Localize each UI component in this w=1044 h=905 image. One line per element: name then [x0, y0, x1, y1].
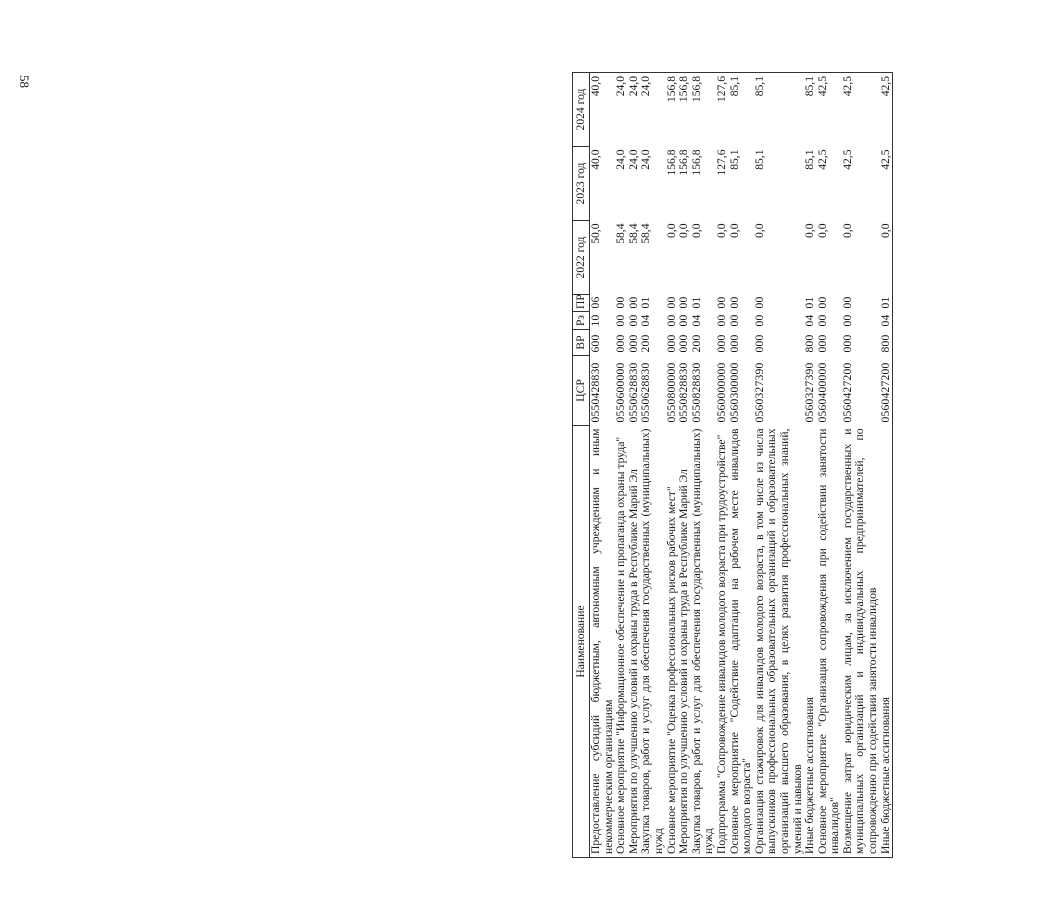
table-row	[615, 73, 628, 858]
row-2023: 42,5	[880, 147, 893, 221]
row-csr: 0550600000	[614, 362, 628, 423]
row-rz: 04	[639, 314, 653, 327]
row-2022: 0,0	[689, 223, 703, 238]
row-2022: 0,0	[840, 223, 854, 238]
table-row	[716, 73, 729, 858]
row-2024: 156,8	[666, 73, 679, 147]
row-name: Организация стажировок для инвалидов молодого возраста, в том числе из числа выпускников профессиональных образовательных организаций и образовательных организаций высшего образования, в целях развития профессиональных знаний, умений и навыков	[754, 426, 804, 858]
header-2023: 2023 год	[573, 147, 590, 221]
row-2022: 0,0	[727, 223, 741, 238]
row-2024: 24,0	[640, 73, 665, 147]
row-csr: 0550628830	[626, 362, 640, 423]
row-rz: 10	[589, 314, 602, 327]
row-2024: 85,1	[754, 73, 804, 147]
row-name: Иные бюджетные ассигнования	[804, 426, 817, 858]
budget-table	[572, 72, 893, 858]
row-vr: 000	[626, 334, 640, 353]
row-name: Возмещение затрат юридическим лицам, за исключением государственных и муниципальных организаций и индивидуальных предпринимателей, по сопровождению при содействии занятости инвалидов	[842, 426, 880, 858]
row-pr: 00	[727, 296, 741, 309]
row-2024: 127,6	[716, 73, 729, 147]
row-rz: 00	[752, 314, 766, 327]
row-pr: 00	[626, 296, 640, 309]
row-rz: 00	[714, 314, 728, 327]
row-pr: 06	[589, 296, 602, 309]
row-name: Предоставление субсидий бюджетным, автономным учреждениям и иным некоммерческим организациям	[590, 426, 616, 858]
row-2024: 42,5	[842, 73, 880, 147]
row-2024: 24,0	[628, 73, 641, 147]
header-rz: Рз	[573, 312, 590, 330]
row-2022: 0,0	[803, 223, 817, 238]
row-rz: 00	[677, 314, 691, 327]
row-2022: 58,4	[614, 223, 628, 244]
row-vr: 000	[840, 334, 854, 353]
row-pr: 00	[677, 296, 691, 309]
row-vr: 800	[880, 330, 893, 356]
row-vr: 800	[803, 334, 817, 353]
row-2024: 42,5	[817, 73, 842, 147]
row-2022: 0,0	[714, 223, 728, 238]
row-pr: 00	[752, 296, 766, 309]
row-rz: 00	[626, 314, 640, 327]
row-2024: 40,0	[590, 73, 616, 147]
row-name: Мероприятия по улучшению условий и охраны труда в Республике Марий Эл	[678, 426, 691, 858]
row-2023: 127,6	[714, 149, 728, 176]
header-pr: ПР	[573, 295, 590, 312]
row-2023: 24,0	[639, 149, 653, 170]
row-pr: 01	[639, 296, 653, 309]
row-csr: 0560427200	[840, 362, 854, 423]
row-csr: 0560327390	[752, 362, 766, 423]
row-2024: 156,8	[678, 73, 691, 147]
row-pr: 01	[880, 295, 893, 312]
table-row	[729, 73, 754, 858]
row-2023: 85,1	[803, 149, 817, 170]
row-pr: 00	[664, 296, 678, 309]
row-name: Мероприятия по улучшению условий и охраны труда в Республике Марий Эл	[628, 426, 641, 858]
row-csr: 0560300000	[727, 362, 741, 423]
table-row	[678, 73, 691, 858]
row-rz: 04	[689, 314, 703, 327]
row-vr: 200	[639, 334, 653, 353]
header-name: Наименование	[573, 426, 590, 858]
table-row	[880, 73, 893, 858]
row-rz: 04	[880, 312, 893, 330]
table-body	[590, 73, 893, 858]
table-row	[817, 73, 842, 858]
row-csr: 0550828830	[689, 362, 703, 423]
row-name: Основное мероприятие "Организация сопровождения при содействии занятости инвалидов"	[817, 426, 842, 858]
row-2023: 156,8	[664, 149, 678, 176]
row-csr: 0560427200	[880, 356, 893, 426]
table-row	[640, 73, 665, 858]
row-vr: 000	[727, 334, 741, 353]
row-2024: 85,1	[804, 73, 817, 147]
row-2023: 42,5	[815, 149, 829, 170]
row-name: Основное мероприятие "Оценка профессиональных рисков рабочих мест"	[666, 426, 679, 858]
row-2022: 58,4	[626, 223, 640, 244]
table-row	[691, 73, 716, 858]
row-rz: 04	[803, 314, 817, 327]
table-row	[842, 73, 880, 858]
rotated-page-content	[572, 72, 1044, 858]
row-2023: 85,1	[752, 149, 766, 170]
row-vr: 000	[677, 334, 691, 353]
header-vr: ВР	[573, 330, 590, 356]
row-2024: 24,0	[615, 73, 628, 147]
row-2023: 156,8	[689, 149, 703, 176]
row-2022: 0,0	[664, 223, 678, 238]
row-2023: 42,5	[840, 149, 854, 170]
row-pr: 00	[614, 296, 628, 309]
row-name: Закупка товаров, работ и услуг для обеспечения государственных (муниципальных) нужд	[691, 426, 716, 858]
row-rz: 00	[614, 314, 628, 327]
row-2022: 0,0	[752, 223, 766, 238]
row-vr: 000	[714, 334, 728, 353]
row-2022: 50,0	[589, 223, 602, 244]
row-vr: 000	[664, 334, 678, 353]
row-name: Закупка товаров, работ и услуг для обеспечения государственных (муниципальных) нужд	[640, 426, 665, 858]
row-pr: 00	[840, 296, 854, 309]
row-2022: 0,0	[880, 221, 893, 295]
row-name: Основное мероприятие "Информационное обеспечение и пропаганда охраны труда"	[615, 426, 628, 858]
table-row	[590, 73, 616, 858]
row-2022: 58,4	[639, 223, 653, 244]
row-name: Основное мероприятие "Содействие адаптации на рабочем месте инвалидов молодого возраста"	[729, 426, 754, 858]
row-rz: 00	[815, 314, 829, 327]
row-2024: 156,8	[691, 73, 716, 147]
row-vr: 200	[689, 334, 703, 353]
row-vr: 000	[815, 334, 829, 353]
row-csr: 0560327390	[803, 362, 817, 423]
row-pr: 00	[714, 296, 728, 309]
row-2024: 42,5	[880, 73, 893, 147]
row-rz: 00	[664, 314, 678, 327]
table-header-row	[573, 73, 590, 858]
row-rz: 00	[840, 314, 854, 327]
header-2022: 2022 год	[573, 221, 590, 295]
row-2023: 85,1	[727, 149, 741, 170]
row-csr: 0560000000	[714, 362, 728, 423]
row-2023: 24,0	[614, 149, 628, 170]
row-vr: 600	[589, 334, 602, 353]
row-2023: 24,0	[626, 149, 640, 170]
row-2022: 0,0	[677, 223, 691, 238]
page-number: 58	[17, 75, 32, 88]
row-csr: 0550628830	[639, 362, 653, 423]
row-csr: 0550800000	[664, 362, 678, 423]
row-pr: 01	[803, 296, 817, 309]
row-2023: 156,8	[677, 149, 691, 176]
row-2023: 40,0	[589, 149, 602, 170]
row-pr: 01	[689, 296, 703, 309]
row-rz: 00	[727, 314, 741, 327]
header-csr: ЦСР	[573, 356, 590, 426]
row-csr: 0560400000	[815, 362, 829, 423]
row-csr: 0550828830	[677, 362, 691, 423]
row-2022: 0,0	[815, 223, 829, 238]
table-row	[754, 73, 804, 858]
row-vr: 000	[614, 334, 628, 353]
header-2024: 2024 год	[573, 73, 590, 147]
row-vr: 000	[752, 334, 766, 353]
row-csr: 0550428830	[589, 362, 602, 423]
row-name: Подпрограмма "Сопровождение инвалидов молодого возраста при трудоустройстве"	[716, 426, 729, 858]
row-name: Иные бюджетные ассигнования	[880, 426, 893, 858]
row-pr: 00	[815, 296, 829, 309]
table-row	[804, 73, 817, 858]
row-2024: 85,1	[729, 73, 754, 147]
